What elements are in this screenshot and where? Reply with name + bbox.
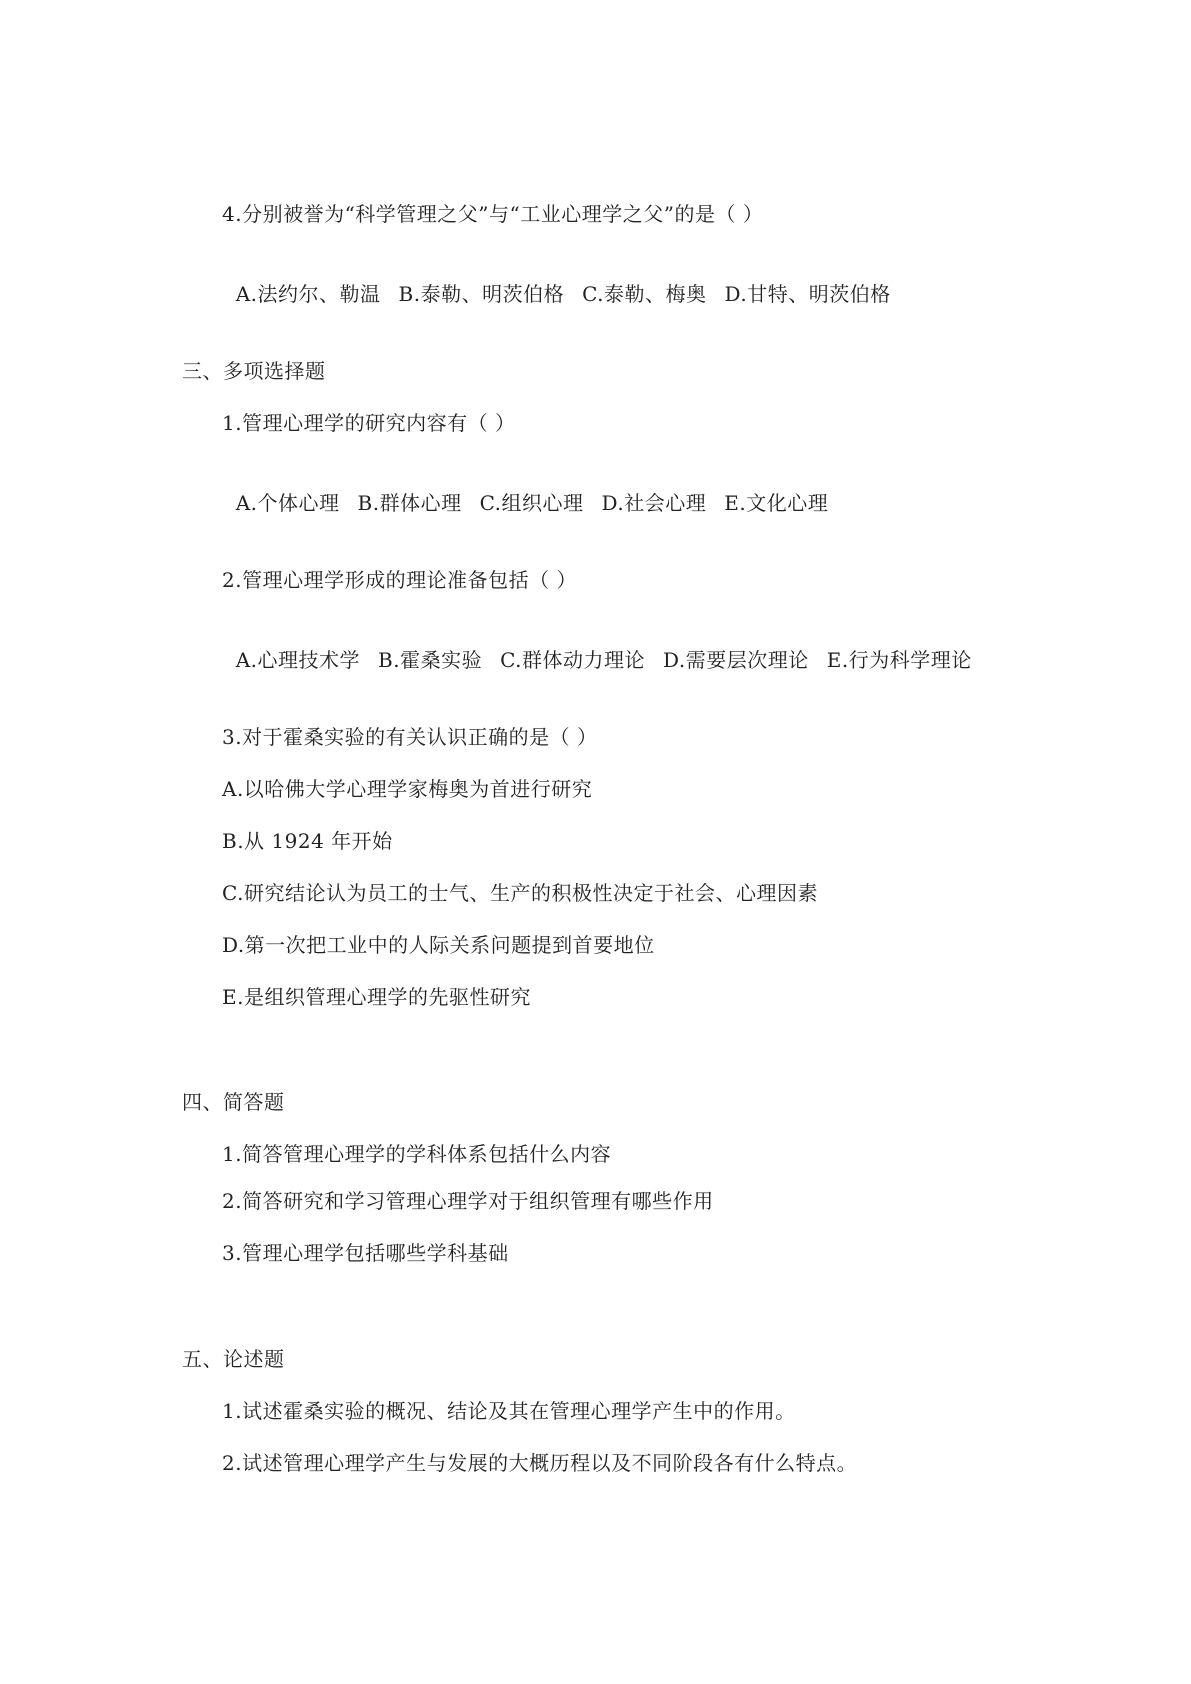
question-4-options [222, 252, 909, 308]
mc-question-3-option-d: D.第一次把工业中的人际关系问题提到首要地位 [222, 933, 655, 957]
short-answer-item-2: 2.简答研究和学习管理心理学对于组织管理有哪些作用 [222, 1189, 714, 1213]
mc-question-1: 1.管理心理学的研究内容有（ ） [222, 411, 516, 435]
short-answer-item-1: 1.简答管理心理学的学科体系包括什么内容 [222, 1142, 612, 1166]
mc-question-3-option-e: E.是组织管理心理学的先驱性研究 [222, 985, 531, 1009]
question-4-single: 4.分别被誉为“科学管理之父”与“工业心理学之父”的是（ ） [222, 202, 764, 226]
mc-question-3: 3.对于霍桑实验的有关认识正确的是（ ） [222, 725, 598, 749]
mc-question-3-option-b: B.从 1924 年开始 [222, 829, 393, 853]
option-b: B.泰勒、明茨伯格 [398, 282, 565, 306]
option-a: A.法约尔、勒温 [235, 282, 381, 306]
mc-question-3-option-a: A.以哈佛大学心理学家梅奥为首进行研究 [222, 777, 593, 801]
option-c: C.泰勒、梅奥 [582, 282, 707, 306]
option-b: B.霍桑实验 [378, 648, 483, 672]
option-a: A.个体心理 [235, 491, 340, 515]
mc-question-2-options [222, 618, 990, 674]
option-d: D.社会心理 [601, 491, 707, 515]
mc-question-1-options [222, 461, 846, 517]
short-answer-item-3: 3.管理心理学包括哪些学科基础 [222, 1241, 509, 1265]
option-d: D.需要层次理论 [663, 648, 809, 672]
option-a: A.心理技术学 [235, 648, 361, 672]
option-e: E.文化心理 [724, 491, 829, 515]
option-c: C.组织心理 [479, 491, 584, 515]
essay-item-2: 2.试述管理心理学产生与发展的大概历程以及不同阶段各有什么特点。 [222, 1451, 858, 1475]
mc-question-2: 2.管理心理学形成的理论准备包括（ ） [222, 568, 577, 592]
option-d: D.甘特、明茨伯格 [724, 282, 891, 306]
option-c: C.群体动力理论 [500, 648, 646, 672]
mc-question-3-option-c: C.研究结论认为员工的士气、生产的积极性决定于社会、心理因素 [222, 881, 818, 905]
section-heading-multiple-choice: 三、多项选择题 [182, 359, 326, 383]
section-heading-essay: 五、论述题 [182, 1347, 285, 1371]
essay-item-1: 1.试述霍桑实验的概况、结论及其在管理心理学产生中的作用。 [222, 1399, 796, 1423]
option-e: E.行为科学理论 [826, 648, 972, 672]
section-heading-short-answer: 四、简答题 [182, 1090, 285, 1114]
option-b: B.群体心理 [357, 491, 462, 515]
